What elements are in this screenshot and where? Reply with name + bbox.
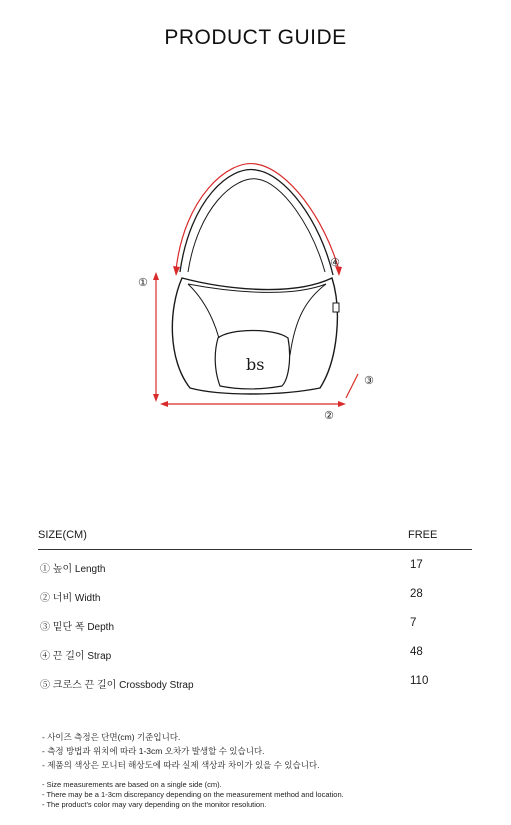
row-label: ④ 끈 길이 Strap — [40, 651, 112, 662]
row-value: 48 — [410, 646, 423, 658]
table-row — [38, 666, 472, 695]
row-label: ① 높이 Length — [40, 564, 106, 575]
table-row — [38, 579, 472, 608]
row-label: ③ 밑단 폭 Depth — [40, 622, 114, 633]
page-title: PRODUCT GUIDE — [164, 26, 347, 49]
note-line: - 사이즈 측정은 단면(cm) 기준입니다. — [42, 732, 181, 742]
table-row — [38, 550, 472, 579]
table-row — [38, 608, 472, 637]
row-value: 28 — [410, 588, 423, 600]
depth-measure-line — [346, 374, 358, 398]
marker-length: ① — [138, 276, 148, 289]
notes-english — [42, 780, 344, 810]
row-value: 7 — [410, 617, 417, 629]
table-row — [38, 637, 472, 666]
note-line: - Size measurements are based on a single side (cm). — [42, 780, 222, 789]
row-label: ⑤ 크로스 끈 길이 Crossbody Strap — [40, 680, 194, 691]
row-value: 110 — [410, 675, 429, 687]
bag-logo: bs — [246, 355, 265, 374]
note-line: - 제품의 색상은 모니터 해상도에 따라 실제 색상과 차이가 있을 수 있습니다. — [42, 760, 320, 770]
row-label: ② 너비 Width — [40, 593, 101, 604]
header-free-label: FREE — [408, 529, 438, 541]
marker-strap: ④ — [330, 256, 340, 269]
bag-measurement-diagram — [120, 160, 390, 430]
marker-depth: ③ — [364, 374, 374, 387]
marker-width: ② — [324, 409, 334, 422]
header-size-label: SIZE(CM) — [38, 529, 87, 541]
note-line: - 측정 방법과 위치에 따라 1-3cm 오차가 발생할 수 있습니다. — [42, 746, 265, 756]
size-table — [38, 527, 472, 695]
size-table-header — [38, 527, 472, 549]
note-line: - The product's color may vary depending on the monitor resolution. — [42, 800, 267, 809]
note-line: - There may be a 1-3cm discrepancy depending on the measurement method and location. — [42, 790, 344, 799]
row-value: 17 — [410, 559, 423, 571]
notes-korean — [42, 730, 320, 772]
